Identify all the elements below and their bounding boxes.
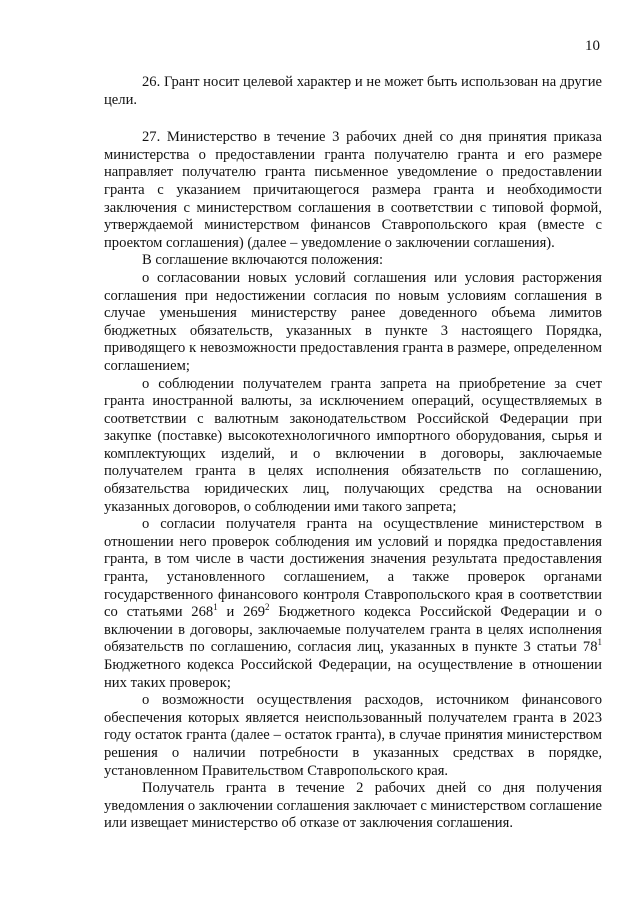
paragraph-27: 27. Министерство в течение 3 рабочих дней со дня принятия приказа министерства о предоставлении гранта получателю гранта и его размере направляет получателю гранта письменное уведомление о предоставлении гранта с указанием причитающегося размера гранта и необходимости заключения с министерством соглашения в соответствии с типовой формой, утверждаемой министерством финансов Ставропольского края (вместе с проектом соглашения) (далее – уведомление о заключении соглашения). [104,129,602,251]
page-number: 10 [585,38,600,54]
inspections-text-1: о согласии получателя гранта на осуществление министерством в отношении него проверок соблюдения им условий и порядка предоставления гранта, в том числе в части достижения значения результата предоставления гранта, установленного соглашением, а также проверок органами государственного финансового контроля Ставропольского края в соответствии со статьями 268 [104,516,602,621]
paragraph-26: 26. Грант носит целевой характер и не может быть использован на другие цели. [104,74,602,108]
superscript-1: 1 [213,602,218,613]
inspections-text-2: и 269 [217,604,266,621]
superscript-3: 1 [597,637,602,648]
superscript-2: 2 [265,602,270,613]
document-body [104,74,602,833]
inspections-text-4: Бюджетного кодекса Российской Федерации, на осуществление в отношении них таких проверок; [104,657,602,691]
inspections-text-3: Бюджетного кодекса Российской Федерации и о включении в договоры, заключаемые получателем гранта в целях исполнения обязательств по соглашению, согласия лиц, указанных в пункте 3 статьи 78 [104,604,602,656]
provision-grant-balance: о возможности осуществления расходов, источником финансового обеспечения которых является неиспользованный получателем гранта в 2023 году остаток гранта (далее – остаток гранта), в случае принятия министерством решения о наличии потребности в указанных средствах в порядке, установленном Правительством Ставропольского края. [104,692,602,779]
paragraph-grant-recipient-response: Получатель гранта в течение 2 рабочих дней со дня получения уведомления о заключении соглашения заключает с министерством соглашение или извещает министерство об отказе от заключения соглашения. [104,780,602,832]
provision-inspections-consent [104,516,602,692]
provision-currency-ban: о соблюдении получателем гранта запрета на приобретение за счет гранта иностранной валюты, за исключением операций, осуществляемых в соответствии с валютным законодательством Российской Федерации при закупке (поставке) высокотехнологичного импортного оборудования, сырья и комплектующих изделий, и о включении в договоры, заключаемые получателем гранта в целях исполнения обязательств по соглашению, обязательства юридических лиц, получающих средства на основании указанных договоров, о соблюдении ими такого запрета; [104,375,602,515]
paragraph-agreement-provisions: В соглашение включаются положения: [142,252,384,269]
provision-new-conditions: о согласовании новых условий соглашения или условия расторжения соглашения при недостижении согласия по новым условиям соглашения в случае уменьшения министерству ранее доведенного объема лимитов бюджетных обязательств, указанных в пункте 3 настоящего Порядка, приводящего к невозможности предоставления гранта в размере, определенном соглашением; [104,269,602,374]
